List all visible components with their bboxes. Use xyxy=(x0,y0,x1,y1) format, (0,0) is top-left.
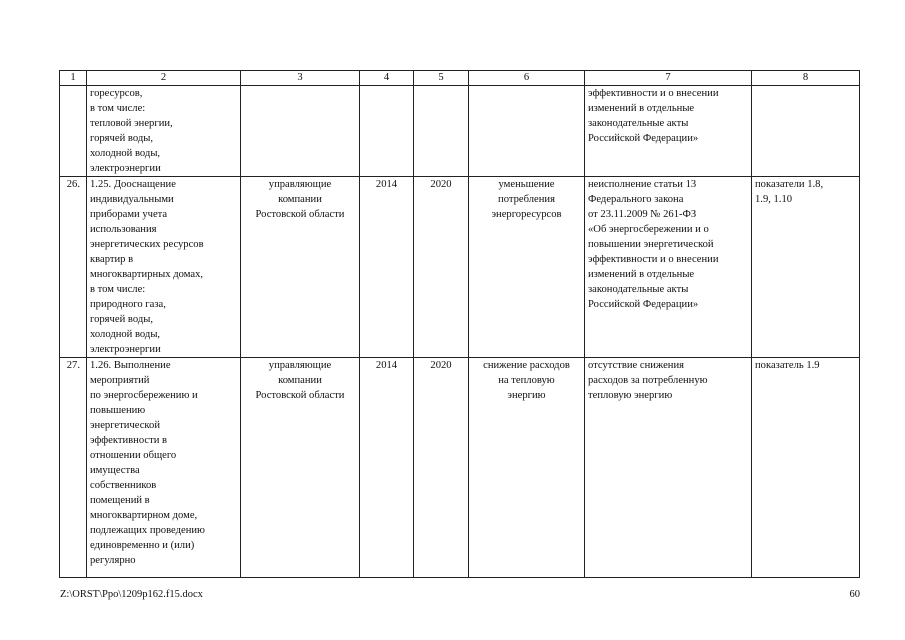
executor-cell xyxy=(241,177,360,358)
consequence-cell-line: Федерального закона xyxy=(588,194,684,205)
indicator-cell-line: показатель 1.9 xyxy=(755,360,820,371)
header-cell-5: 5 xyxy=(414,71,469,86)
measure-cell-line: горячей воды, xyxy=(90,133,153,144)
indicator-cell-line: 1.9, 1.10 xyxy=(755,194,793,205)
consequence-cell-line: эффективности и о внесении xyxy=(588,254,719,265)
end-year-cell xyxy=(414,86,469,177)
consequence-cell-line: повышении энергетической xyxy=(588,239,714,250)
result-cell xyxy=(469,358,585,578)
executor-cell-line: компании xyxy=(278,375,322,386)
footer-file-path: Z:\ORST\Ppo\1209p162.f15.docx xyxy=(60,589,203,600)
start-year-cell: 2014 xyxy=(360,358,414,578)
indicator-cell-line: показатели 1.8, xyxy=(755,179,824,190)
measure-cell-line: электроэнергии xyxy=(90,344,161,355)
header-cell-1: 1 xyxy=(60,71,87,86)
measure-cell-line: повышению xyxy=(90,405,146,416)
result-cell-line: уменьшение xyxy=(498,179,555,190)
consequence-cell xyxy=(585,86,752,177)
measure-cell-line: отношении общего xyxy=(90,450,177,461)
result-cell-line: на тепловую xyxy=(498,375,555,386)
measure-cell-line: горячей воды, xyxy=(90,314,153,325)
measure-cell-line: подлежащих проведению xyxy=(90,525,205,536)
header-cell-4: 4 xyxy=(360,71,414,86)
measure-cell-line: 1.25. Дооснащение xyxy=(90,179,176,190)
result-cell xyxy=(469,177,585,358)
measure-cell-line: электроэнергии xyxy=(90,163,161,174)
row-number: 27. xyxy=(60,358,87,578)
header-cell-2: 2 xyxy=(87,71,241,86)
measure-cell-line: приборами учета xyxy=(90,209,168,220)
executor-cell-line: управляющие xyxy=(268,179,332,190)
end-year-cell: 2020 xyxy=(414,358,469,578)
executor-cell xyxy=(241,86,360,177)
row-number xyxy=(60,86,87,177)
executor-cell-line: управляющие xyxy=(268,360,332,371)
measure-cell-line: регулярно xyxy=(90,555,136,566)
measure-cell-line: в том числе: xyxy=(90,284,146,295)
measure-cell-line: энергетических ресурсов xyxy=(90,239,204,250)
start-year-cell: 2014 xyxy=(360,177,414,358)
measure-cell xyxy=(87,358,241,578)
header-cell-8: 8 xyxy=(752,71,860,86)
indicator-cell xyxy=(752,177,860,358)
header-cell-6: 6 xyxy=(469,71,585,86)
measure-cell-line: квартир в xyxy=(90,254,134,265)
indicator-cell xyxy=(752,358,860,578)
measure-cell xyxy=(87,86,241,177)
consequence-cell-line: расходов за потребленную xyxy=(588,375,708,386)
table-row xyxy=(60,86,860,177)
measure-cell-line: горесурсов, xyxy=(90,88,143,99)
page-number: 60 xyxy=(849,589,860,600)
measure-cell-line: в том числе: xyxy=(90,103,146,114)
measure-cell-line: мероприятий xyxy=(90,375,150,386)
measure-cell-line: 1.26. Выполнение xyxy=(90,360,171,371)
measure-cell-line: энергетической xyxy=(90,420,160,431)
consequence-cell-line: отсутствие снижения xyxy=(588,360,685,371)
consequence-cell-line: тепловую энергию xyxy=(588,390,673,401)
result-cell-line: потребления xyxy=(498,194,555,205)
measure-cell-line: многоквартирном доме, xyxy=(90,510,198,521)
measure-cell-line: тепловой энергии, xyxy=(90,118,173,129)
table-body xyxy=(60,86,860,578)
measure-cell-line: индивидуальными xyxy=(90,194,174,205)
measure-cell-line: по энергосбережению и xyxy=(90,390,198,401)
consequence-cell-line: Российской Федерации» xyxy=(588,299,699,310)
header-cell-3: 3 xyxy=(241,71,360,86)
result-cell xyxy=(469,86,585,177)
measure-cell-line: имущества xyxy=(90,465,140,476)
indicator-cell xyxy=(752,86,860,177)
row-number: 26. xyxy=(60,177,87,358)
consequence-cell-line: Российской Федерации» xyxy=(588,133,699,144)
measure-cell-line: многоквартирных домах, xyxy=(90,269,204,280)
result-cell-line: энергию xyxy=(507,390,546,401)
header-cell-7: 7 xyxy=(585,71,752,86)
executor-cell-line: компании xyxy=(278,194,322,205)
consequence-cell-line: «Об энергосбережении и о xyxy=(588,224,709,235)
consequence-cell xyxy=(585,358,752,578)
consequence-cell-line: законодательные акты xyxy=(588,118,689,129)
measure-cell-line: собственников xyxy=(90,480,157,491)
consequence-cell-line: изменений в отдельные xyxy=(588,103,695,114)
consequence-cell xyxy=(585,177,752,358)
document-table xyxy=(59,70,860,578)
consequence-cell-line: законодательные акты xyxy=(588,284,689,295)
consequence-cell-line: эффективности и о внесении xyxy=(588,88,719,99)
header-row xyxy=(60,71,860,86)
result-cell-line: снижение расходов xyxy=(483,360,570,371)
measure-cell-line: холодной воды, xyxy=(90,148,161,159)
measure-cell xyxy=(87,177,241,358)
measure-cell-line: природного газа, xyxy=(90,299,166,310)
executor-cell-line: Ростовской области xyxy=(255,209,345,220)
table-row xyxy=(60,358,860,578)
consequence-cell-line: от 23.11.2009 № 261-ФЗ xyxy=(588,209,697,220)
end-year-cell: 2020 xyxy=(414,177,469,358)
measure-cell-line: помещений в xyxy=(90,495,150,506)
table-row xyxy=(60,177,860,358)
measure-cell-line: эффективности в xyxy=(90,435,168,446)
consequence-cell-line: изменений в отдельные xyxy=(588,269,695,280)
measure-cell-line: холодной воды, xyxy=(90,329,161,340)
consequence-cell-line: неисполнение статьи 13 xyxy=(588,179,697,190)
result-cell-line: энергоресурсов xyxy=(491,209,562,220)
executor-cell-line: Ростовской области xyxy=(255,390,345,401)
measure-cell-line: использования xyxy=(90,224,157,235)
executor-cell xyxy=(241,358,360,578)
start-year-cell xyxy=(360,86,414,177)
measure-cell-line: единовременно и (или) xyxy=(90,540,195,551)
